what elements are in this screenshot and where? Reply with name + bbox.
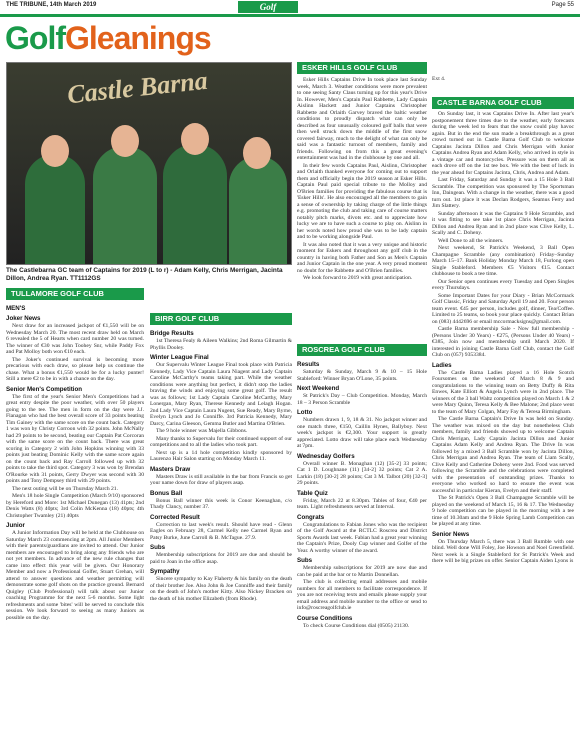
castlebarna-text: Our Senior open continues every Tuesday and Open Singles every Thursdays. [432,278,574,291]
page-title [5,18,211,58]
birr-text: Membership subscriptions for 2019 are due and should be paid to Joan in the office asap. [150,552,292,565]
tullamore-text: The first of the year's Senior Men's Competitions had a great entry despite the poor weather, with over 50 players going to the tee. The men in form on the day were J.J. Flanagan who had the best overall score of 33 points beating Tim Gainey with the same score on the count back. Category 1 was won by Christy Corroon with 32 points. John McNally had 29 points to be second, beating our Captain Pat Corcoran with the same score on the count back. There was great scoring in Category 2 with John Hopkins winning with 33 points just beating Dominic Kelly with the same score again on the count back and Ray Carroll followed up with 32 points to take the third spot. Category 3 was won by Brendan O'Rourke with 31 points, Gerry Dwyer was second with 30 points and Tony Dempsey third with 29 points. [6,393,144,484]
birr-text: Masters Draw is still available in the bar from Francis so get your name down for draw of players asap. [150,473,292,486]
title-golf: Golf [5,20,65,56]
castlebarna-header: CASTLE BARNA GOLF CLUB [432,97,574,109]
castlebarna-column [432,111,574,730]
roscrea-column [297,358,427,730]
section-tab: Golf [238,1,298,13]
person-3-head [181,123,209,155]
page-number: Page 55 [551,2,574,8]
castlebarna-text: Some Important Dates for your Diary - Brian McCormack Golf Classic, Friday and Saturday April 19 and 20. Four person team event. €45 per person, includes golf, dinner, Tea/Coffee. Limited to 25 teams, so book your place quickly. Contact Brian on (083) 4442696 or email mccormacksigns@gmail.com. [432,292,574,325]
birr-sympathy-heading: Sympathy [150,568,180,575]
roscrea-text: Overall winner B. Monaghan (12) [35-2] 33 points; Cat 1 D. Loughnane (11) [34-2] 32 points; Cat 2 A. Larkin (18) [30-2] 28 points; Cat 3 M. Talbot (20) [32-3] 29 points. [297,460,427,486]
castlebarna-text: The Castle Barna Ladies played a 16 Hole Scotch Foursomes on the weekend of March 8 & 9 and congratulations to the winning team on Betty Duffy & Rita Enwes, Kate Elliott & Angela Lynch were in 2nd place. The winners of the 3 ball Waltz competition played on March 1 & 2 were Mary Quinn, Teresa Kelly & Bee Malone; 2nd place went to the team of Mary Colgan, Mary Fay & Teresa Birmingham. [432,369,574,415]
castlebarna-text: Well Done to all the winners. [438,237,504,244]
roscrea-congrats-heading: Congrats [297,513,325,521]
birr-text: Many thanks to Supervalu for their continued support of our competitions and to all the ladies who took part. [150,435,292,448]
tullamore-header: TULLAMORE GOLF CLUB [6,288,144,300]
roscrea-text: To check Course Conditions dial (0505) 21130. [303,622,410,629]
birr-bridge-heading: Bridge Results [150,330,194,337]
castlebarna-text: Next weekend, St Patrick's Weekend, 3 Ball Open Champagne Scramble (any combination) Friday–Sunday March 15–17. Bank Holiday Monday March 18, Furlong open Single Stableford. Members €5 Visitors €15. Contact clubhouse to book a tee time. [432,245,574,277]
roscrea-text: Friday, March 22 at 8.30pm. Tables of four, €40 per team. Light refreshments served at Interval. [297,497,427,510]
photo-caption: The Castlebarna GC team of Captains for 2019 (L to r) - Adam Kelly, Chris Merrigan, Jacinta Dillon, Andrea Ryan. TT1112GS [6,267,283,282]
esker-text: It was also noted that it was a very unique and historic moment for Eskers and throughout any golf club in the country in having both Father and Son as Men's Captain and Junior Captain in the one year. A very proud moment no doubt for the Rabbette and O'Brien families. [297,241,427,274]
esker-column [297,77,427,340]
castlebarna-text: On Sunday last, it was Captains Drive In. After last year's postponement three times due to the weather, early forecasts during the week led to fears that the snow could play havoc again. But in the end the sun made a breakthrough as a great crowd turned out in Castle Barna Golf Club to welcome Captains Jacinta Dillon and Chris Merrigan with Junior Captains Andrea Ryan and Adam Kelly, who arrived in style in a vintage car and motorcycles. Pressure was on them all as each drove off on the 1st tee box. We with the best of luck in the year ahead for Captains Jacinta, Chris, Andrea and Adam. [432,111,574,176]
roscrea-wednesday-heading: Wednesday Golfers [297,452,355,460]
person-4-head [243,137,271,169]
roscrea-text: The club is collecting email addresses and mobile numbers for all members to facilitate correspondence. If you are not receiving texts and emails please supply your email address and mobile number to the office or send to info@roscreagolfclub.ie [297,579,427,611]
roscrea-text: St Patrick's Day – Club Competition. Monday, March 18 – 3 Person Scramble [297,393,427,406]
birr-text: Correction to last week's result. Should have read - Glenn Eagles on February 28, Carmel Kelly nee Carmel Ryan and Patsy Burke, June Carroll & B. McTague. 27.9. [150,521,292,541]
tullamore-text: The Joker's continued survival is becoming more precarious with each draw, so please help us continue the chase. What a bonus €1,550 would be for a lucky punter! Still a mere €2 to be in with a chance on the day. [6,356,144,382]
birr-text: Next up is a 14 hole competition kindly sponsored by Laurenzo Hair Salon starting on Monday March 11. [150,449,292,462]
castlebarna-ladies-heading: Ladies [432,361,452,369]
tullamore-text: A Junior Information Day will be held at the Clubhouse on Saturday March 23 commencing at 2pm. All Junior Members with their parents/guardians are invited to attend. Our Junior members are encouraged to bring along any friends who are not yet members. In advance of the new rule changes that came into effect this year will be given. Our Honorary Member and now a Professional Golfer, Stuart Grehan, will attend to answer questions and weather permitting will demonstrate some golf shots on the practice ground. Bernard Quigley (Club Professional) will talk about our Junior coaching Programme for the next 5-6 months. Some light refreshments and some 'bites' will be served to conclude this session. We look forward to seeing as many Juniors as possible on the day. [6,530,144,621]
castlebarna-text: On Thursday March 5, there was 3 Ball Rumble with one blind. Well done Will Foley, Joe Howson and Noel Greenfield. Next week is a Single Stableford for St Patrick's Week and there will be big prizes on offer. Senior Captain Aiden Lyons is [432,538,574,564]
birr-text: 1st Theresa Fealy & Aileen Walkins; 2nd Roma Gilmartin & Phyllis Dooley. [150,338,292,351]
esker-text: We look forward to 2019 with great anticipation. [303,275,413,281]
roscrea-results-heading: Results [297,361,320,368]
page-header-strip [0,0,580,14]
header-rule [0,14,580,17]
castlebarna-text: Castle Barna membership Sale - Now full membership - (Persons Under 30 Years) - €275, (Persons Under 40 Years) - €385, Join now and membership until March 2020. If interested in joining Castle Barna Golf Club, contact the Golf Club on (057) 9353384. [432,326,574,358]
birr-text: Our Supervalu Winter League Final took place with Patricia Kennedy, Lady Vice Captain Laura Niagent and Lady Captain Caroline McCarthy's teams taking part. While the weather conditions were anything but perfect, it didn't stop the ladies braving the winds and enjoying some great golf. The result was as follows; 1st Lady Captain Caroline McCarthy, Mary Lonergan, Mary Ryan, Therese Kennedy and Lelagh Hogan. 2nd Lady Vice Captain Laura Nugent, Sue Ready, Mary Byrne, Evelyn Lynch and Jo Conniffe. 3rd Patricia Kennedy, Mary Darcy, Carina Gleeson, Gemma Butler and Martina O'Brien. [150,362,292,427]
roscrea-next-heading: Next Weekend [297,385,340,392]
person-3 [163,144,227,264]
birr-text: The 9 hole winner was Majella Gibbons. [156,428,248,434]
esker-text: In their few words Captains Paul, Aislinn, Christopher and Orlaith thanked everyone for coming out to support them and officially begin the 2019 season at Esker Hills. Captain Paul paid special tribute to the Molloy and O'Brien families for providing the fabulous course that is 'Esker Hills'. He also encouraged all the members to gain a sense of ownership by taking charge of the little things e.g. promoting the club and taking care of course matters notably pitch marks, divots etc. and to appreciate how lucky we are to have such a course to play on. Aislinn in her words noted how proud she was to be lady captain and to be working alongside Paul. [297,162,427,240]
roscrea-text: Numbers drawn 1, 9, 18 & 31. No jackpot winner and one match three, €150, Caillin Hynes, Ballyboy. Next week's jackpot is €2,300. Your support is greatly appreciated. Lotto draw will take place each Wednesday at 7pm. [297,417,427,449]
tullamore-text: The next outing will be on Thursday March 21. [12,485,119,492]
paper-date: THE TRIBUNE, 14th March 2019 [6,2,97,8]
roscrea-quiz-heading: Table Quiz [297,489,328,497]
birr-text: Sincere sympathy to Kay Flaherty & his family on the death of their brother Joe. Also John & Joe Conniffe and their family on the death of John's mother Kitty. Also Nickey Bracken on the death of his mother Elizabeth (from Rhode). [150,576,292,602]
birr-subs-heading: Subs [150,544,166,551]
roscrea-subs-heading: Subs [297,557,313,564]
tullamore-mens-heading: MEN'S [6,305,26,312]
roscrea-text: Saturday & Sunday, March 9 & 10 – 15 Hole Stableford: Winner Bryan O'Lone, 35 points. [297,369,427,382]
birr-bonus-heading: Bonus Ball [150,489,183,497]
castlebarna-text: Last Friday, Saturday and Sunday it was a 15 Hole 3 Ball Scramble. The competition was sponsored by The Sportsman Inn, Daingean. With a change in the weather, there was a good turn out. 1st place it was Declan Rodgers, Seamus Ferry and Jim Slattery. [432,177,574,209]
castlebarna-text: The Castle Barna Captain's Drive In was held on Sunday. The weather was mixed on the day but nonetheless Club members, family and friends showed up to welcome Captain Chris Merrigan, Lady Captain Jacinta Dillon and Junior Captains Adam Kelly and Andrea Ryan. The Drive In was followed by a mixed 3 Ball Scramble won by Jacinta Dillon, Chris Merrigan and Andrea Ryan. The team of Liam Scally, Clive Kelly and Catherine Doheny were 2nd. Food was served following the Scramble and the celebrations were completed with the presentation of outstanding prizes. Thanks to everyone who worked so hard to ensure the event was successful in particular Kieran, Evelyn and their staff. [432,416,574,494]
birr-corrected-heading: Corrected Result [150,513,200,521]
tullamore-junior-heading: Junior [6,522,25,529]
castlebarna-ext: Ext 4. [432,76,446,82]
esker-text: Esker Hills Captains Drive In took place last Sunday week, March 3. Weather conditions were more prevalent to one seeing Santy Claus turning up for this year's Drive In. However, Men's Captain Paul Rabbette, Lady Captain Aislinn Hackett and Junior Captains Christopher Rabbette and Orlaith Garvey braved the baltic weather conditions to proudly dispatch what can only be described as four unusually coloured golf balls that were then well struck down the middle of the first snow covered fairway, much to the delight of what can only be said was a fantastic turnout of members, family and friends. Following on from this a great evening's entertainment was had in the clubhouse by one and all. [297,77,427,161]
roscrea-course-heading: Course Conditions [297,614,353,622]
person-2 [93,146,157,264]
tullamore-joker-heading: Joker News [6,315,41,322]
castlebarna-text: The St Patrick's Open 3 Ball Champagne Scramble will be played on the weekend of March 15, 16 & 17. The Wednesday 9 hole competition can be played in the morning with a tee time of 10.30am and the 9 Hole Spring Lamb Competition can be played at any time. [432,495,574,527]
tullamore-text: Men's 18 hole Single Competition (March 9/10) sponsored by Hereford and More: 1st Michael Dunegan (13) 41pts; 2nd Denis Watts (8) 40pts; 3rd Colin McKenna (18) 40pts; 4th Christopher Twamley (21) 40pts [6,493,144,519]
birr-column [150,327,292,730]
person-2-head [111,125,139,157]
person-1 [25,154,85,264]
birr-masters-heading: Masters Draw [150,465,191,473]
esker-header: ESKER HILLS GOLF CLUB [297,62,427,74]
birr-text: Bonus Ball winner this week is Conor Keenaghan, c/o Thady Clancy, number 37. [150,497,292,510]
roscrea-text: Membership subscriptions for 2019 are now due and can be paid at the bar or to Martin Donnellan. [297,565,427,578]
birr-winter-heading: Winter League Final [150,354,209,361]
person-1-head [41,135,69,167]
photo-sign-text: Castle Barna [65,65,209,110]
tullamore-text: Next draw for an increased jackpot of €1,550 will be on Wednesday March 20. The most recent draw held on March 6 revealed the 5 of Hearts when card number 20 was turned. The winner of €30 was John Toohey Snr, while Paddy Fox and Pat Molloy both won €10 each. [6,323,144,355]
birr-header: BIRR GOLF CLUB [150,313,292,325]
captains-photo [6,62,292,265]
castlebarna-text: Sunday afternoon it was the Captains 9 Hole Scramble, and it was fitting to see take 1st place Chris Merrigan, Jacinta Dillon and Andrea Ryan and in 2nd place was Clive Kelly, L. Scally and C. Doheny. [432,210,574,236]
roscrea-lotto-heading: Lotto [297,409,313,416]
roscrea-text: Congratulations to Fabian Jones who was the recipient of the Golf Award at the RCTLC Roscrea and District Sports Awards last week. Fabian had a great year winning the Captain's Prize, Dooly Cup winner and Golfer of the Year. A worthy winner of the award. [297,521,427,554]
castlebarna-senior-heading: Senior News [432,530,470,538]
tullamore-column [6,302,144,730]
tullamore-senior-heading: Senior Men's Competition [6,385,83,393]
title-gleanings: Gleanings [64,20,211,56]
roscrea-header: ROSCREA GOLF CLUB [297,344,427,356]
person-4 [229,156,287,264]
